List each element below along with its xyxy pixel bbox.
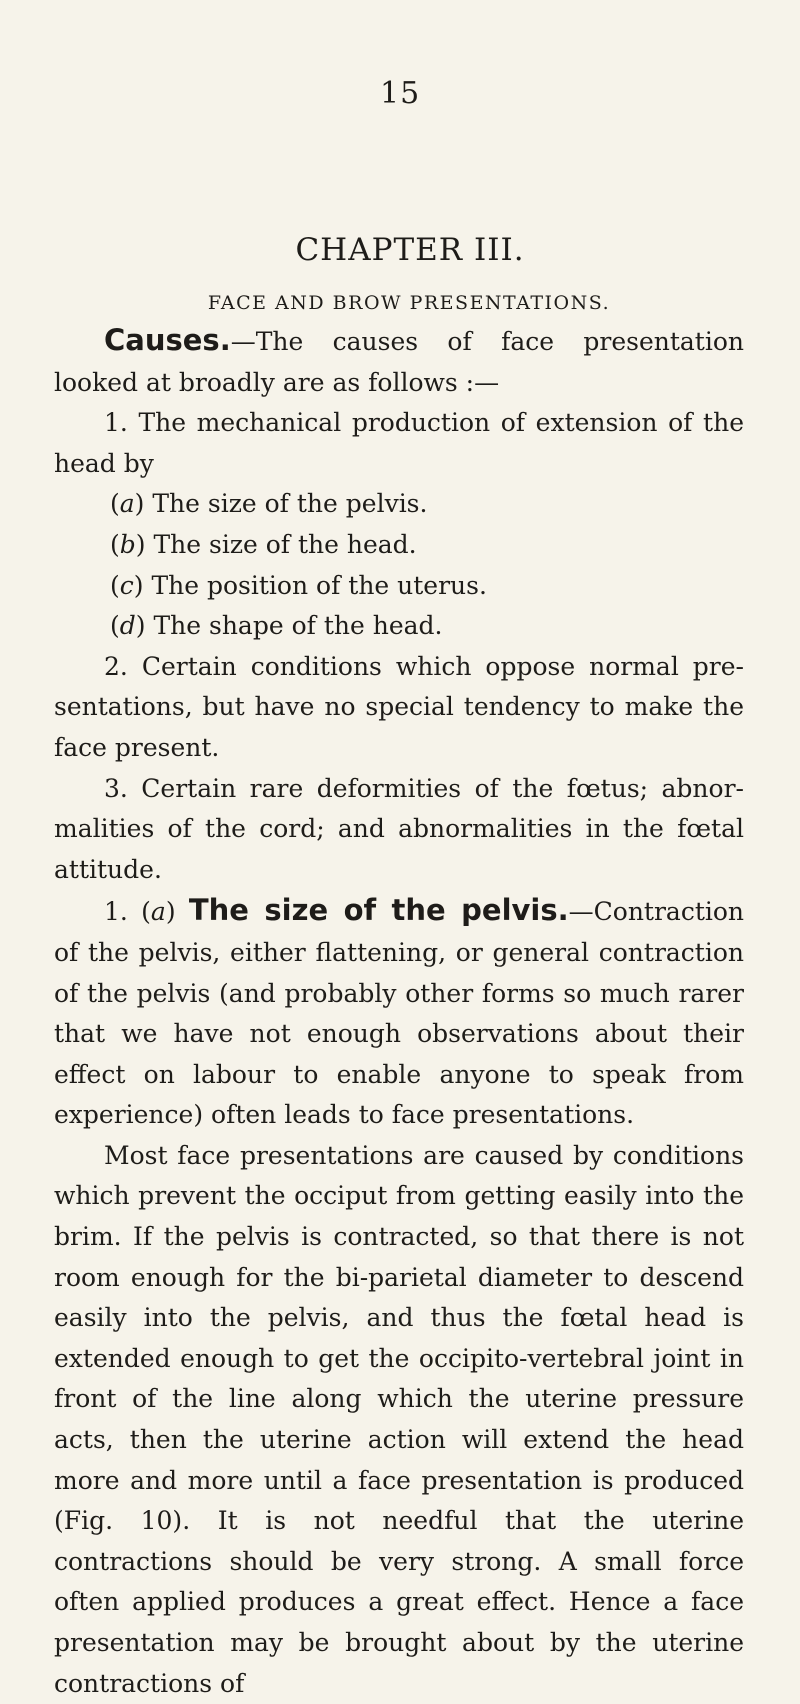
causes-heading: Causes. <box>104 323 231 357</box>
list-subitem-a: (a) The size of the pelvis. <box>110 489 428 519</box>
pelvis-text: —Contraction of the pelvis, either flattening, or general contraction of the pelvis (and probably other forms so much rarer that we have not enough observations about their effect on labour to enable anyone to speak from experience) often leads to face presentations. <box>54 897 745 1130</box>
pelvis-heading: The size of the pelvis. <box>188 893 569 928</box>
body-text <box>54 320 744 1704</box>
list-item-1: 1. The mechanical production of extension of the head by <box>54 408 744 478</box>
list-item-3: 3. Certain rare deformities of the fœtus; abnor-malities of the cord; and abnormalities in the fœtal attitude. <box>54 773 744 884</box>
body-paragraph: Most face presentations are caused by conditions which prevent the occiput from getting easily into the brim. If the pelvis is contracted, so that there is not room enough for the bi-parietal diameter to descend easily into the pelvis, and thus the fœtal head is extended enough to get the occipito-vertebral joint in front of the line along which the uterine pressure acts, then the uterine action will extend the head more and more until a face presentation is produced (Fig. 10). It is not needful that the uterine contractions should be very strong. A small force often applied produces a great effect. Hence a face presentation may be brought about by the uterine contractions of <box>54 1140 744 1698</box>
list-subitem-b: (b) The size of the head. <box>110 529 417 559</box>
list-item-2: 2. Certain conditions which oppose normal pre-sentations, but have no special tendency to make the face present. <box>54 651 744 762</box>
section-title: FACE AND BROW PRESENTATIONS. <box>207 292 611 314</box>
causes-intro: —The causes of face presentation looked at broadly are as follows :— <box>54 327 744 397</box>
list-subitem-c: (c) The position of the uterus. <box>110 570 487 600</box>
causes-paragraph <box>54 320 744 403</box>
chapter-title: CHAPTER III. <box>295 232 525 268</box>
pelvis-paragraph: 1. (a) The size of the pelvis.—Contraction of the pelvis, either flattening, or general contraction of the pelvis (and probably other forms so much rarer that we have not enough observations about their effect on labour to enable anyone to speak from experience) often leads to face presentations. <box>54 893 745 1130</box>
page-number: 15 <box>380 76 421 111</box>
list-subitem-d: (d) The shape of the head. <box>110 611 443 641</box>
